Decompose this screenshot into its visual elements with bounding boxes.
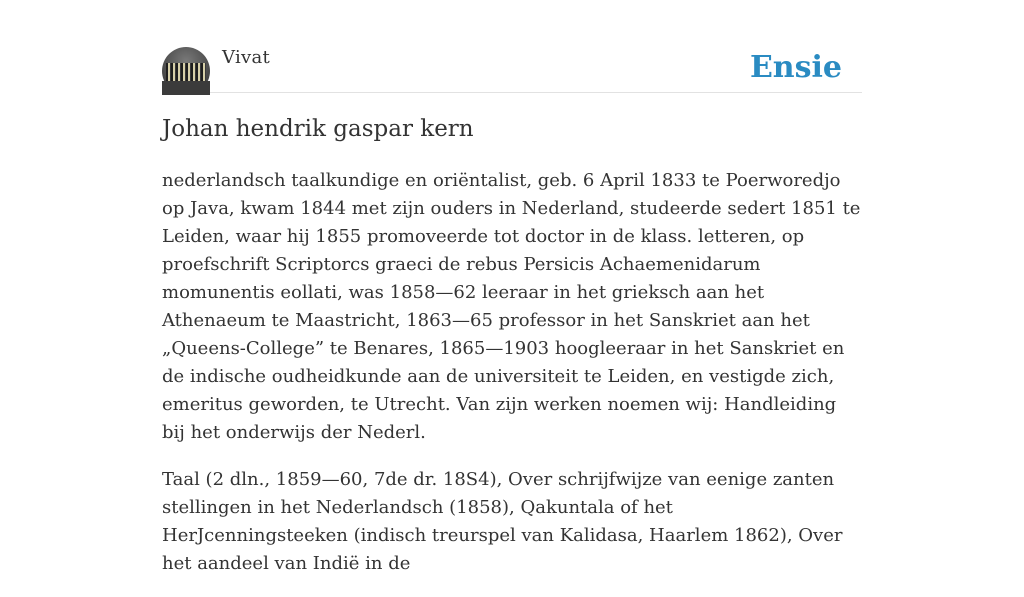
page-container: [162, 0, 862, 574]
brand-logo[interactable]: Ensie: [749, 50, 842, 85]
article-body: [162, 167, 862, 597]
header: [162, 0, 862, 93]
avatar[interactable]: [162, 47, 210, 95]
bookshelf-image: [166, 63, 206, 81]
paragraph: Taal (2 dln., 1859—60, 7de dr. 18S4), Over schrijfwijze van eenige zanten stellingen in het Nederlandsch (1858), Qakuntala of het HerJcenningsteeken (indisch treurspel van Kalidasa, Haarlem 1862), Over het aandeel van Indië in de: [162, 469, 843, 574]
username-link[interactable]: Vivat: [222, 47, 271, 68]
page-title: Johan hendrik gaspar kern: [162, 116, 474, 142]
shelf-base: [162, 81, 210, 95]
paragraph: nederlandsch taalkundige en oriëntalist, geb. 6 April 1833 te Poerworedjo op Java, kwam 1844 met zijn ouders in Nederland, studeerde sedert 1851 te Leiden, waar hij 1855 promoveerde tot doctor in de klass. letteren, op proefschrift Scriptorcs graeci de rebus Persicis Achaemenidarum momunentis eollati, was 1858—62 leeraar in het grieksch aan het Athenaeum te Maastricht, 1863—65 professor in het Sanskriet aan het „Queens-College” te Benares, 1865—1903 hoogleeraar in het Sanskriet en de indische oudheidkunde aan de universiteit te Leiden, en vestigde zich, emeritus geworden, te Utrecht. Van zijn werken noemen wij: Handleiding bij het onderwijs der Nederl.: [162, 170, 861, 443]
